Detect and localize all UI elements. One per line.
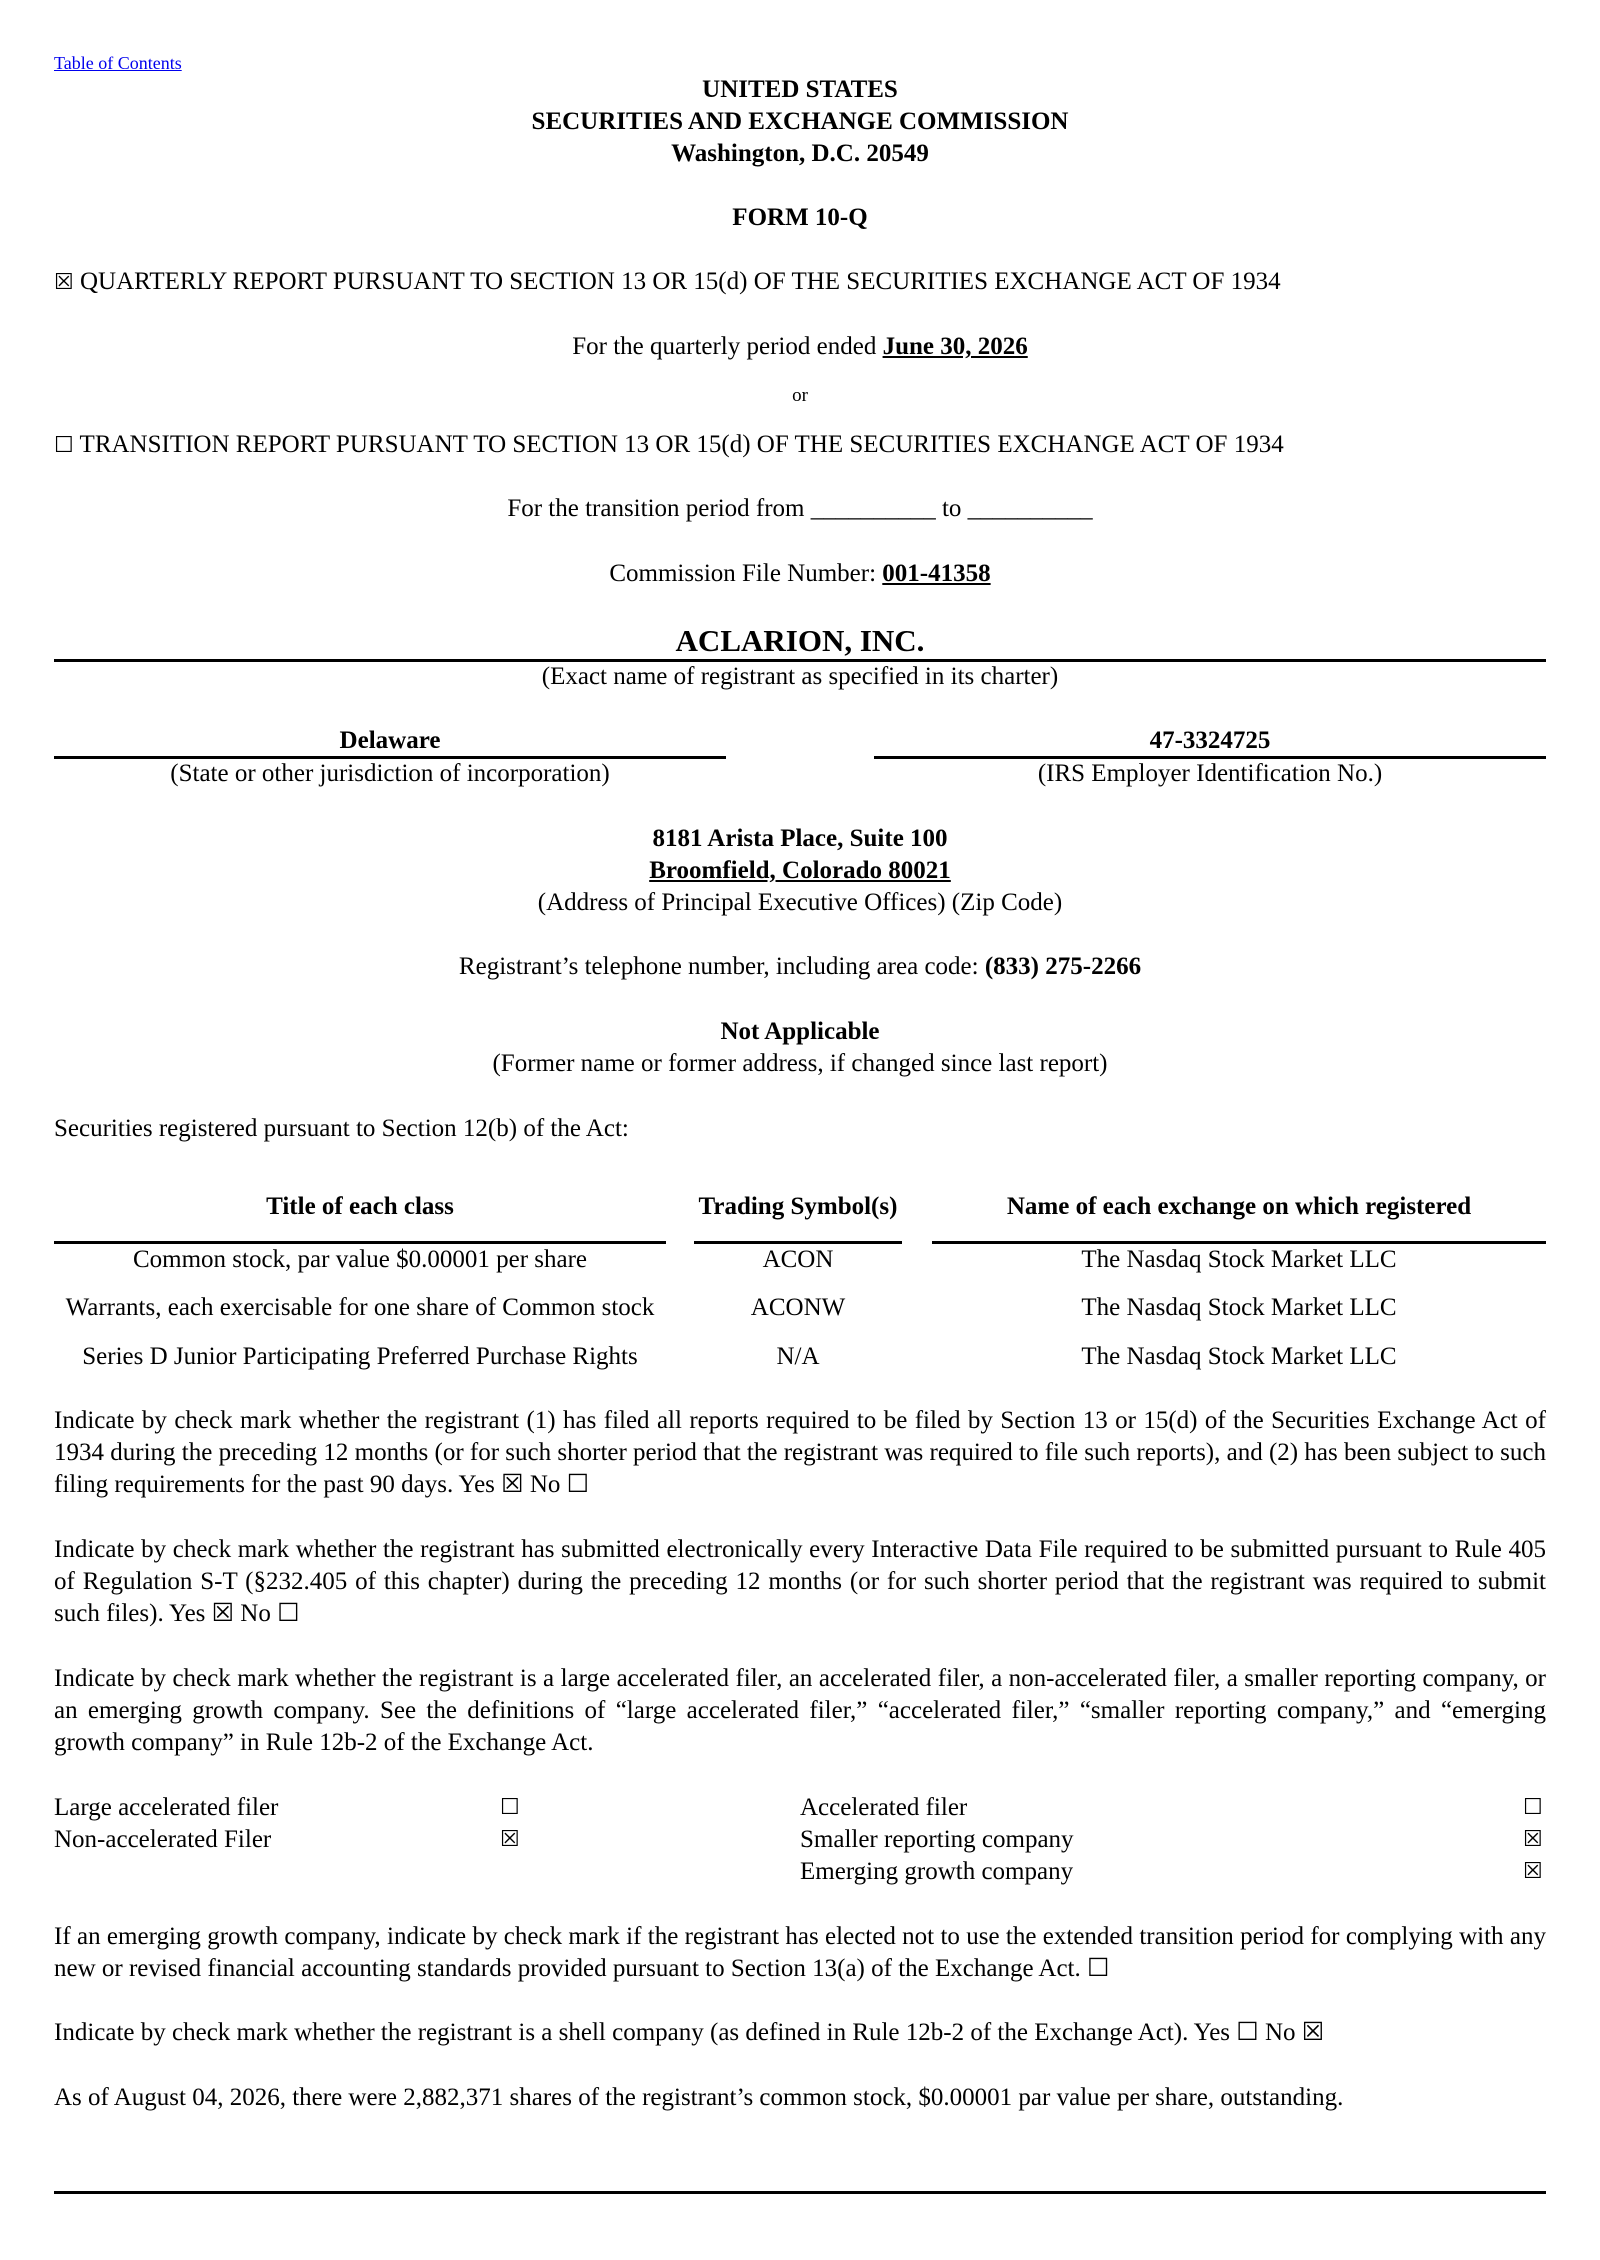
smaller-reporting-company-label: Smaller reporting company [800,1826,1074,1853]
row-2-symbol: ACONW [750,1294,846,1321]
large-accelerated-filer-label: Large accelerated filer [54,1794,279,1821]
address-line-2-wrap [54,855,1546,887]
header-title-of-class: Title of each class [54,1174,666,1242]
form-title: FORM 10-Q [732,204,868,231]
former-name: Not Applicable [720,1018,880,1045]
table-row [54,1276,1546,1340]
filer-status-paragraph: Indicate by check mark whether the registrant is a large accelerated filer, an accelerated filer, a non-accelerated filer, a smaller reporting company, or an emerging growth company. See the definitions of “large accelerated filer,” “accelerated filer,” “smaller reporting company,” and “emerging growth company” in Rule 12b-2 of the Exchange Act. [54,1665,1546,1756]
row-2-title: Warrants, each exercisable for one share of Common stock [65,1294,655,1321]
quarterly-checkbox-icon: ☒ [54,270,74,295]
transition-election-paragraph: If an emerging growth company, indicate by check mark if the registrant has elected not to use the extended transition period for complying with any new or revised financial accounting standards provided pursuant to Section 13(a) of the Exchange Act. ☐ [54,1923,1546,1982]
securities-intro: Securities registered pursuant to Section 12(b) of the Act: [54,1115,629,1142]
table-row [54,1242,1546,1276]
telephone-line [54,951,1546,983]
address-line-2: Broomfield, Colorado 80021 [649,857,951,884]
state-of-incorporation: Delaware [339,727,441,754]
commission-file-number: 001-41358 [882,560,991,587]
interactive-data-paragraph: Indicate by check mark whether the registrant has submitted electronically every Interactive Data File required to be submitted pursuant to Rule 405 of Regulation S-T (§232.405 of this chapter) during the preceding 12 months (or for such shorter period that the registrant was required to submit such files). Yes ☒ No ☐ [54,1536,1546,1627]
quarterly-period-value: June 30, 2026 [882,333,1028,360]
or-divider-text: or [792,385,808,406]
row-1-title: Common stock, par value $0.00001 per share [132,1245,588,1273]
address-line-1: 8181 Arista Place, Suite 100 [652,825,948,852]
telephone-label: Registrant’s telephone number, including area code: [458,953,985,980]
row-3-symbol: N/A [776,1343,820,1370]
quarterly-period-line [54,331,1546,363]
table-row [54,1340,1546,1374]
quarterly-report-text: QUARTERLY REPORT PURSUANT TO SECTION 13 OR 15(d) OF THE SECURITIES EXCHANGE ACT OF 1934 [79,268,1281,295]
irs-employer-id: 47-3324725 [1149,727,1271,754]
shares-outstanding-paragraph: As of August 04, 2026, there were 2,882,371 shares of the registrant’s common stock, $0.00001 par value per share, outstanding. [54,2084,1344,2111]
transition-report-text: TRANSITION REPORT PURSUANT TO SECTION 13 OR 15(d) OF THE SECURITIES EXCHANGE ACT OF 1934 [79,431,1284,458]
transition-report-line [54,429,1284,462]
telephone-number: (833) 275-2266 [984,953,1142,980]
header-line-2: SECURITIES AND EXCHANGE COMMISSION [531,108,1069,135]
registrant-name-caption: (Exact name of registrant as specified in its charter) [541,663,1059,690]
row-1-exchange: The Nasdaq Stock Market LLC [1081,1245,1397,1273]
row-3-exchange: The Nasdaq Stock Market LLC [1081,1343,1397,1370]
ein-caption: (IRS Employer Identification No.) [1037,760,1383,787]
emerging-growth-company-label: Emerging growth company [800,1858,1074,1885]
quarterly-report-line [54,266,1281,299]
shell-company-paragraph: Indicate by check mark whether the registrant is a shell company (as defined in Rule 12b-2 of the Exchange Act). Yes ☐ No ☒ [54,2019,1325,2046]
row-2-exchange: The Nasdaq Stock Market LLC [1081,1294,1397,1321]
row-3-title: Series D Junior Participating Preferred Purchase Rights [82,1343,638,1370]
reports-filed-paragraph: Indicate by check mark whether the registrant (1) has filed all reports required to be filed by Section 13 or 15(d) of the Securities Exchange Act of 1934 during the preceding 12 months (or for such shorter period that the registrant was required to file such reports), and (2) has been subject to such filing requirements for the past 90 days. Yes ☒ No ☐ [54,1407,1546,1498]
page-bottom-rule [54,2191,1546,2194]
large-accelerated-checkbox-icon: ☐ [500,1795,520,1820]
accelerated-checkbox-icon: ☐ [1523,1795,1543,1820]
address-caption: (Address of Principal Executive Offices) (Zip Code) [537,889,1063,916]
header-exchange-name: Name of each exchange on which registered [932,1174,1546,1242]
securities-table [54,1174,1546,1374]
smaller-reporting-checkbox-icon: ☒ [1523,1827,1543,1852]
commission-file-line [54,558,1546,590]
table-of-contents-link[interactable]: Table of Contents [54,53,182,73]
non-accelerated-filer-label: Non-accelerated Filer [54,1826,272,1853]
header-line-3: Washington, D.C. 20549 [671,140,929,167]
header-trading-symbol: Trading Symbol(s) [694,1174,902,1242]
row-1-symbol: ACON [762,1245,834,1273]
non-accelerated-checkbox-icon: ☒ [500,1827,520,1852]
transition-checkbox-icon: ☐ [54,433,74,458]
emerging-growth-checkbox-icon: ☒ [1523,1859,1543,1884]
quarterly-period-label: For the quarterly period ended [572,333,883,360]
commission-label: Commission File Number: [609,560,883,587]
state-caption: (State or other jurisdiction of incorporation) [170,760,610,787]
accelerated-filer-label: Accelerated filer [800,1794,968,1821]
header-line-1: UNITED STATES [702,76,898,103]
former-name-caption: (Former name or former address, if changed since last report) [492,1050,1108,1077]
registrant-name: ACLARION, INC. [675,623,925,658]
transition-period-line: For the transition period from __________ to __________ [507,495,1093,522]
